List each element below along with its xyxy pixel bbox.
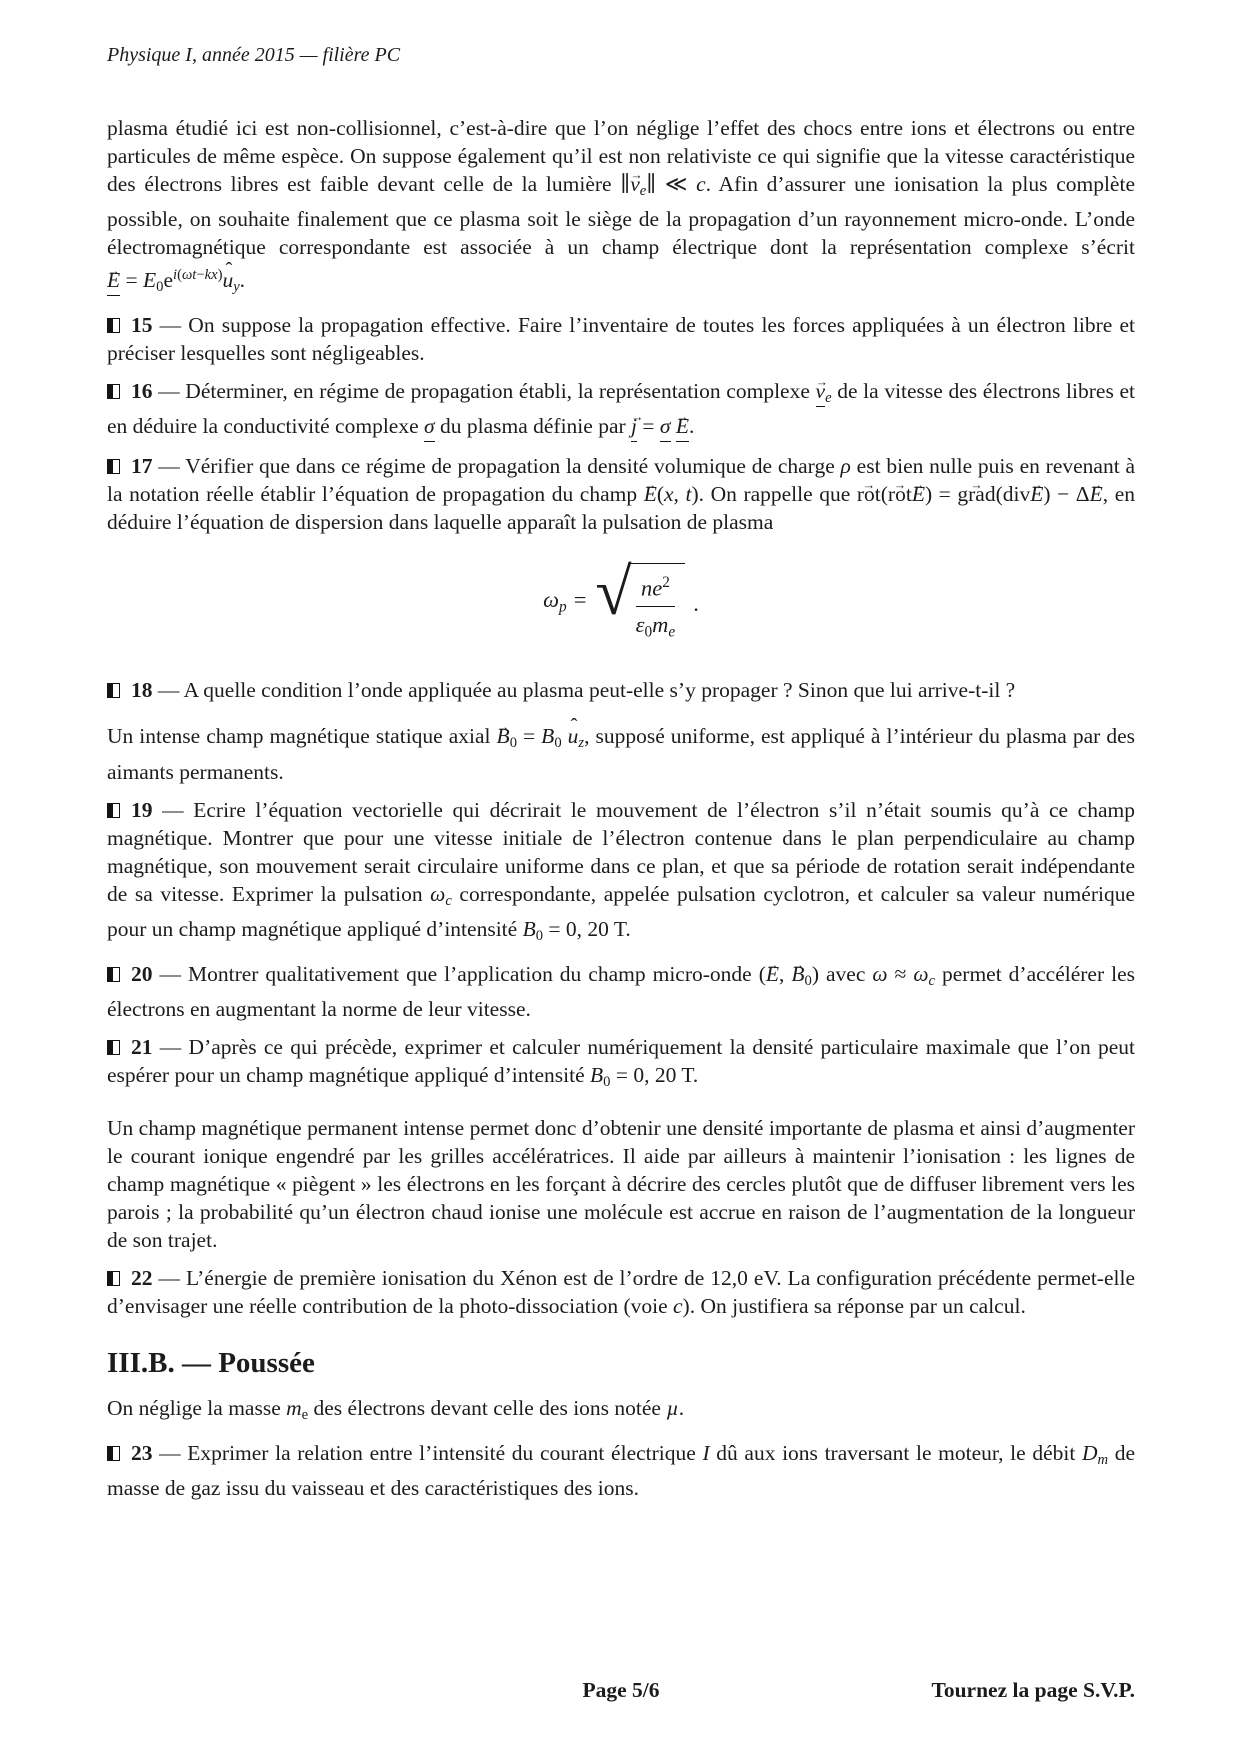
question-number: 17 (131, 453, 153, 478)
paragraph: Un intense champ magnétique statique axial → $B_0 = B_0$ ˆ $u_z$, supposé uniforme, est appliqué à l’intérieur du plasma par des aimants permanents. (107, 722, 1135, 785)
question-21 (107, 1033, 1135, 1096)
question-checkbox-icon (107, 1446, 120, 1461)
question-text: — On suppose la propagation effective. Faire l’inventaire de toutes les forces appliquées à un électron libre et préciser lesquelles sont négligeables. (107, 313, 1135, 366)
question-text: — L’énergie de première ionisation du Xénon est de l’ordre de 12,0 eV. La configuration précédente permet-elle d’envisager une réelle contribution de la photo-dissociation (voie c). On justifiera sa réponse par un calcul. (107, 1265, 1135, 1318)
question-number: 18 (131, 678, 153, 703)
paragraph: plasma étudié ici est non-collisionnel, c’est-à-dire que l’on néglige l’effet des chocs entre ions et électrons ou entre particules de même espèce. On suppose également qu’il est non relativiste ce qui signifie que la vitesse caractéristique des électrons libres est faible devant celle de la lumière ∥→ $v_e\parallel$ ≪ c. Afin d’assurer une ionisation la plus complète possible, on souhaite finalement que ce plasma soit le siège de la propagation d’un rayonnement micro-onde. L’onde électromagnétique correspondante est associée à un champ électrique dont la représentation complexe s’écrit → $E = E_0e^{i(\omega t-kx)}ˆ$ $u_y$. (107, 114, 1135, 301)
display-equation: $\omega_p$ = √ $\frac{ne^2}{\varepsilon_0m_e}$ . (107, 562, 1135, 647)
question-19 (107, 796, 1135, 950)
question-checkbox-icon (107, 1040, 120, 1055)
question-checkbox-icon (107, 1271, 120, 1286)
question-number: 15 (131, 313, 153, 338)
question-checkbox-icon (107, 967, 120, 982)
question-16 (107, 377, 1135, 442)
page-number: Page 5/6 (582, 1678, 660, 1702)
question-23 (107, 1439, 1135, 1502)
page-body (107, 114, 1135, 1502)
question-17 (107, 452, 1135, 536)
question-number: 19 (131, 797, 153, 822)
question-text: — Exprimer la relation entre l’intensité du courant électrique I dû aux ions traversant le moteur, le débit $D_m$ de masse de gaz issu du vaisseau et des caractéristiques des ions. (107, 1440, 1135, 1500)
question-number: 16 (131, 379, 153, 404)
question-text: — Déterminer, en régime de propagation établi, la représentation complexe → $v_e$ de la vitesse des électrons libres et en déduire la conductivité complexe σ du plasma définie par → j = σ → E. (107, 379, 1135, 438)
question-checkbox-icon (107, 683, 120, 698)
question-checkbox-icon (107, 459, 120, 474)
question-20 (107, 960, 1135, 1023)
question-15 (107, 311, 1135, 367)
question-checkbox-icon (107, 384, 120, 399)
question-number: 20 (131, 961, 153, 986)
page-header: Physique I, année 2015 — filière PC (107, 44, 401, 66)
question-text: — Ecrire l’équation vectorielle qui décrirait le mouvement de l’électron s’il n’était soumis qu’à ce champ magnétique. Montrer que pour une vitesse initiale de l’électron contenue dans le plan perpendiculaire au champ magnétique, son mouvement serait circulaire uniforme dans ce plan, et que sa période de rotation serait indépendante de sa vitesse. Exprimer la pulsation $\omega_c$ correspondante, appelée pulsation cyclotron, et calculer sa valeur numérique pour un champ magnétique appliqué d’intensité $B_0 = 0$, 20 T. (107, 797, 1135, 944)
turn-page-note: Tournez la page S.V.P. (931, 1678, 1135, 1702)
question-text: — Vérifier que dans ce régime de propagation la densité volumique de charge ρ est bien nulle puis en revenant à la notation réelle établir l’équation de propagation du champ → E(x, t). On rappelle que → rot(→ rot→ E) = → grad(div→ E) − Δ→ E, en déduire l’équation de dispersion dans laquelle apparaît la pulsation de plasma (107, 454, 1135, 534)
question-number: 22 (131, 1265, 153, 1290)
question-22 (107, 1264, 1135, 1320)
question-text: — A quelle condition l’onde appliquée au plasma peut-elle s’y propager ? Sinon que lui arrive-t-il ? (152, 678, 1016, 703)
question-18 (107, 676, 1135, 704)
paragraph: On néglige la masse $m_e$ des électrons devant celle des ions notée µ. (107, 1395, 685, 1423)
question-number: 21 (131, 1034, 153, 1059)
question-checkbox-icon (107, 318, 120, 333)
question-text: — Montrer qualitativement que l’application du champ micro-onde (→ E, → $B_0$) avec $\omega \approx \omega_c$ permet d’accélérer les électrons en augmentant la norme de leur vitesse. (107, 962, 1135, 1021)
section-heading: III.B. — Poussée (107, 1346, 315, 1379)
question-checkbox-icon (107, 803, 120, 818)
page-footer (107, 1678, 1135, 1708)
paragraph: Un champ magnétique permanent intense permet donc d’obtenir une densité importante de plasma et ainsi d’augmenter le courant ionique engendré par les grilles accélératrices. Il aide par ailleurs à maintenir l’ionisation : les lignes de champ magnétique « piègent » les électrons en les forçant à décrire des cercles plutôt que de diffuser librement vers les parois ; la probabilité qu’un électron chaud ionise une molécule est accrue en raison de l’augmentation de la longueur de son trajet. (107, 1115, 1135, 1252)
question-text: — D’après ce qui précède, exprimer et calculer numériquement la densité particulaire maximale que l’on peut espérer pour un champ magnétique appliqué d’intensité $B_0 = 0$, 20 T. (107, 1034, 1135, 1090)
question-number: 23 (131, 1440, 153, 1465)
